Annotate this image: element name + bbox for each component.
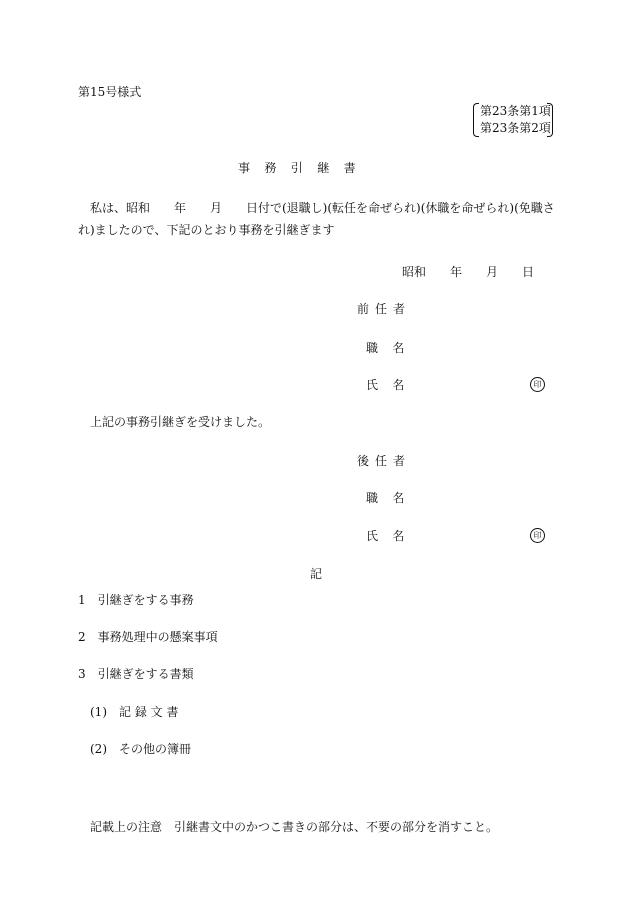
- received-text: 上記の事務引継ぎを受けました。: [90, 415, 271, 429]
- item-2: 2 事務処理中の懸案事項: [78, 630, 218, 644]
- article-ref-1: 第23条第1項: [480, 104, 551, 118]
- note-text: 記載上の注意 引継書文中のかつこ書きの部分は、不要の部分を消すこと。: [90, 820, 499, 834]
- ki-heading: 記: [310, 567, 323, 581]
- article-ref-2: 第23条第2項: [480, 121, 551, 135]
- subitem-2: (2) その他の簿冊: [90, 742, 191, 756]
- date-line: 昭和 年 月 日: [402, 265, 535, 279]
- predecessor-position-label: 職名: [366, 341, 419, 355]
- predecessor-seal-mark: 印: [530, 377, 545, 392]
- intro-line-2: れ)ましたので、下記のとおり事務を引継ぎます: [78, 223, 335, 237]
- item-3: 3 引継ぎをする書類: [78, 667, 194, 681]
- article-reference-bracket: [473, 103, 553, 137]
- item-1: 1 引継ぎをする事務: [78, 593, 194, 607]
- document-title: 事務引継書: [238, 161, 371, 175]
- form-number: 第15号様式: [78, 85, 142, 99]
- predecessor-heading: 前任者: [357, 302, 412, 316]
- subitem-1: (1) 記 録 文 書: [90, 705, 179, 719]
- predecessor-name-label: 氏名: [366, 378, 419, 392]
- intro-line-1: 私は、昭和 年 月 日付で(退職し)(転任を命ぜられ)(休職を命ぜられ)(免職さ: [90, 201, 555, 215]
- left-brace: [473, 103, 479, 137]
- successor-name-label: 氏名: [366, 529, 419, 543]
- successor-position-label: 職名: [366, 491, 419, 505]
- successor-heading: 後任者: [357, 454, 412, 468]
- successor-seal-mark: 印: [530, 528, 545, 543]
